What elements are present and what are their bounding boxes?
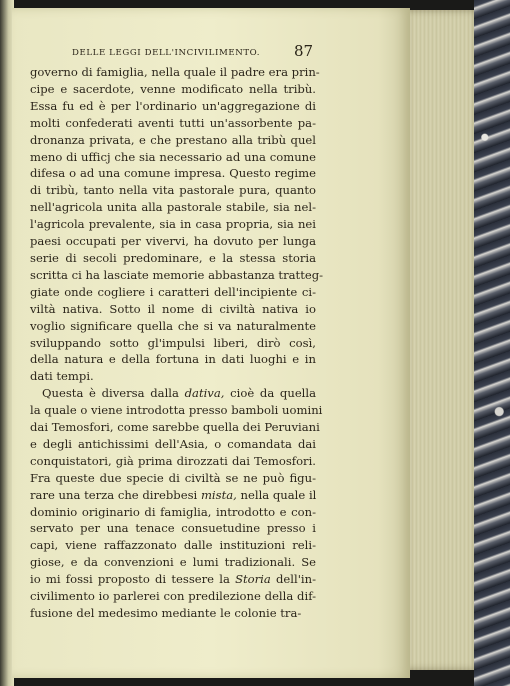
text-segment: rare una terza che direbbesi xyxy=(30,487,201,502)
page-stack-edges xyxy=(405,10,477,670)
text-line: voglio significare quella che si va naturalmente xyxy=(30,318,316,333)
text-line: la quale o viene introdotta presso bamboli uomini xyxy=(30,403,323,418)
text-segment: Questa è diversa dalla xyxy=(42,386,185,401)
text-segment: cioè da quella xyxy=(224,386,317,401)
text-line: dronanza privata, e che prestano alla tribù quel xyxy=(30,132,316,147)
text-line: nell'agricola unita alla pastorale stabile, sia nel- xyxy=(30,200,316,215)
text-segment: dell'in- xyxy=(270,572,316,587)
running-head: DELLE LEGGI DELL'INCIVILIMENTO. xyxy=(72,48,261,58)
text-line: molti confederati aventi tutti un'assorbente pa- xyxy=(30,115,316,130)
text-line: l'agricola prevalente, sia in casa propria, sia nei xyxy=(30,217,316,232)
text-line: scritta ci ha lasciate memorie abbastanza tratteg- xyxy=(30,267,324,282)
italic-term: mista, xyxy=(200,487,237,502)
page-number: 87 xyxy=(294,42,314,60)
text-line: difesa o ad una comune impresa. Questo regime xyxy=(30,166,316,181)
text-line: conquistatori, già prima dirozzati dai Temosfori. xyxy=(30,453,316,468)
text-line: di tribù, tanto nella vita pastorale pura, quanto xyxy=(30,183,316,198)
italic-term: dativa, xyxy=(184,386,225,401)
text-line: paesi occupati per vivervi, ha dovuto per lunga xyxy=(30,234,316,249)
text-line: civilimento io parlerei con predilezione della dif- xyxy=(30,589,316,604)
text-line: governo di famiglia, nella quale il padre era prin- xyxy=(30,65,320,79)
text-line xyxy=(30,487,316,504)
text-segment: io mi fossi proposto di tessere la xyxy=(30,572,236,587)
text-line: e degli antichissimi dell'Asia, o comandata dai xyxy=(30,436,316,451)
text-line: capi, viene raffazzonato dalle instituzioni reli- xyxy=(30,538,316,553)
italic-term: Storia xyxy=(235,572,271,587)
text-line: servato per una tenace consuetudine presso i xyxy=(30,521,316,536)
text-line: fusione del medesimo mediante le colonie tra- xyxy=(30,606,302,620)
text-line: Essa fu ed è per l'ordinario un'aggregazione di xyxy=(30,98,316,113)
text-line: sviluppando sotto gl'impulsi liberi, dirò così, xyxy=(30,335,316,350)
text-line: cipe e sacerdote, venne modificato nella tribù. xyxy=(30,81,316,96)
text-line: Fra queste due specie di civiltà se ne può figu- xyxy=(30,470,316,485)
text-line: viltà nativa. Sotto il nome di civiltà nativa io xyxy=(30,301,316,316)
text-line: serie di secoli predominare, e la stessa storia xyxy=(30,250,316,265)
text-line: giose, e da convenzioni e lumi tradizionali. Se xyxy=(30,555,316,570)
body-text xyxy=(30,64,324,622)
text-line: della natura e della fortuna in dati luoghi e in xyxy=(30,352,316,367)
text-line: dati tempi. xyxy=(30,369,94,384)
text-line: giate onde cogliere i caratteri dell'incipiente ci- xyxy=(30,284,316,299)
marbled-cover xyxy=(474,0,510,686)
text-line: dominio originario di famiglia, introdotto e con- xyxy=(30,504,316,519)
text-line: dai Temosfori, come sarebbe quella dei Peruviani xyxy=(30,420,320,435)
text-line xyxy=(30,571,316,588)
text-segment: nella quale il xyxy=(236,487,317,502)
text-line xyxy=(30,385,316,402)
text-line: meno di ufficj che sia necessario ad una comune xyxy=(30,149,316,164)
